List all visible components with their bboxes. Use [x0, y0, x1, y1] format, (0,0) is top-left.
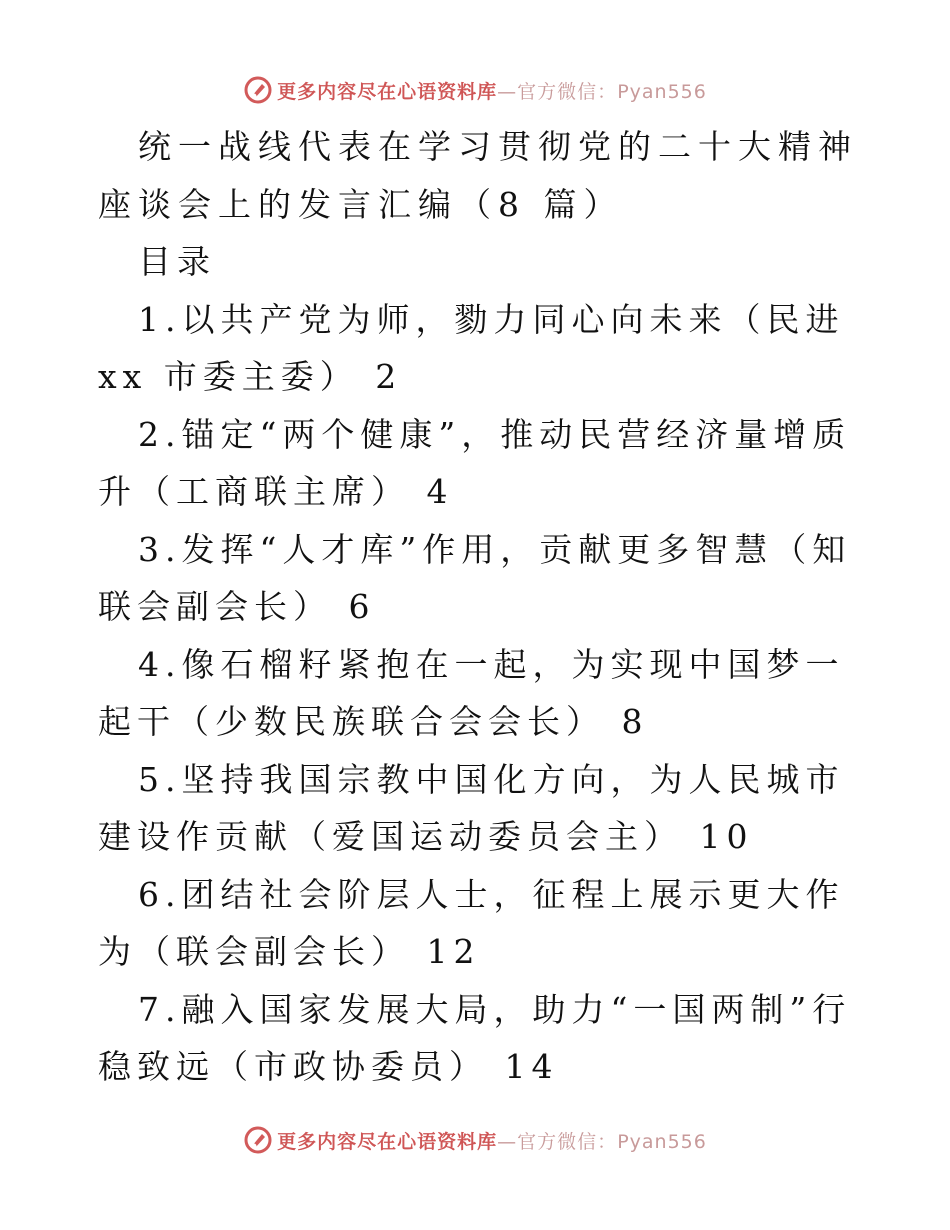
- document-body: [98, 118, 858, 1096]
- toc-item: 1.以共产党为师，勠力同心向未来（民进 xx 市委主委） 2: [98, 299, 845, 396]
- pen-nib-logo-icon: [243, 75, 273, 105]
- toc-item: 6.团结社会阶层人士，征程上展示更大作为（联会副会长） 12: [98, 874, 845, 971]
- footer-watermark: [0, 1120, 950, 1160]
- toc-item: 2.锚定“两个健康”，推动民营经济量增质升（工商联主席） 4: [98, 414, 852, 511]
- toc-item: 3.发挥“人才库”作用，贡献更多智慧（知联会副会长） 6: [98, 529, 852, 626]
- pen-nib-logo-icon: [243, 1125, 273, 1155]
- toc-item: 4.像石榴籽紧抱在一起，为实现中国梦一起干（少数民族联合会会长） 8: [98, 644, 845, 741]
- document-title: 统一战线代表在学习贯彻党的二十大精神座谈会上的发言汇编（8 篇）: [98, 127, 858, 224]
- header-watermark: [0, 70, 950, 110]
- toc-item: 7.融入国家发展大局，助力“一国两制”行稳致远（市政协委员） 14: [98, 989, 852, 1086]
- toc-item: 5.坚持我国宗教中国化方向，为人民城市建设作贡献（爱国运动委员会主） 10: [98, 759, 845, 856]
- watermark-text: 更多内容尽在心语资料库—官方微信：Pyan556: [277, 1130, 707, 1153]
- toc-heading: 目录: [138, 242, 216, 281]
- watermark-text: 更多内容尽在心语资料库—官方微信：Pyan556: [277, 80, 707, 103]
